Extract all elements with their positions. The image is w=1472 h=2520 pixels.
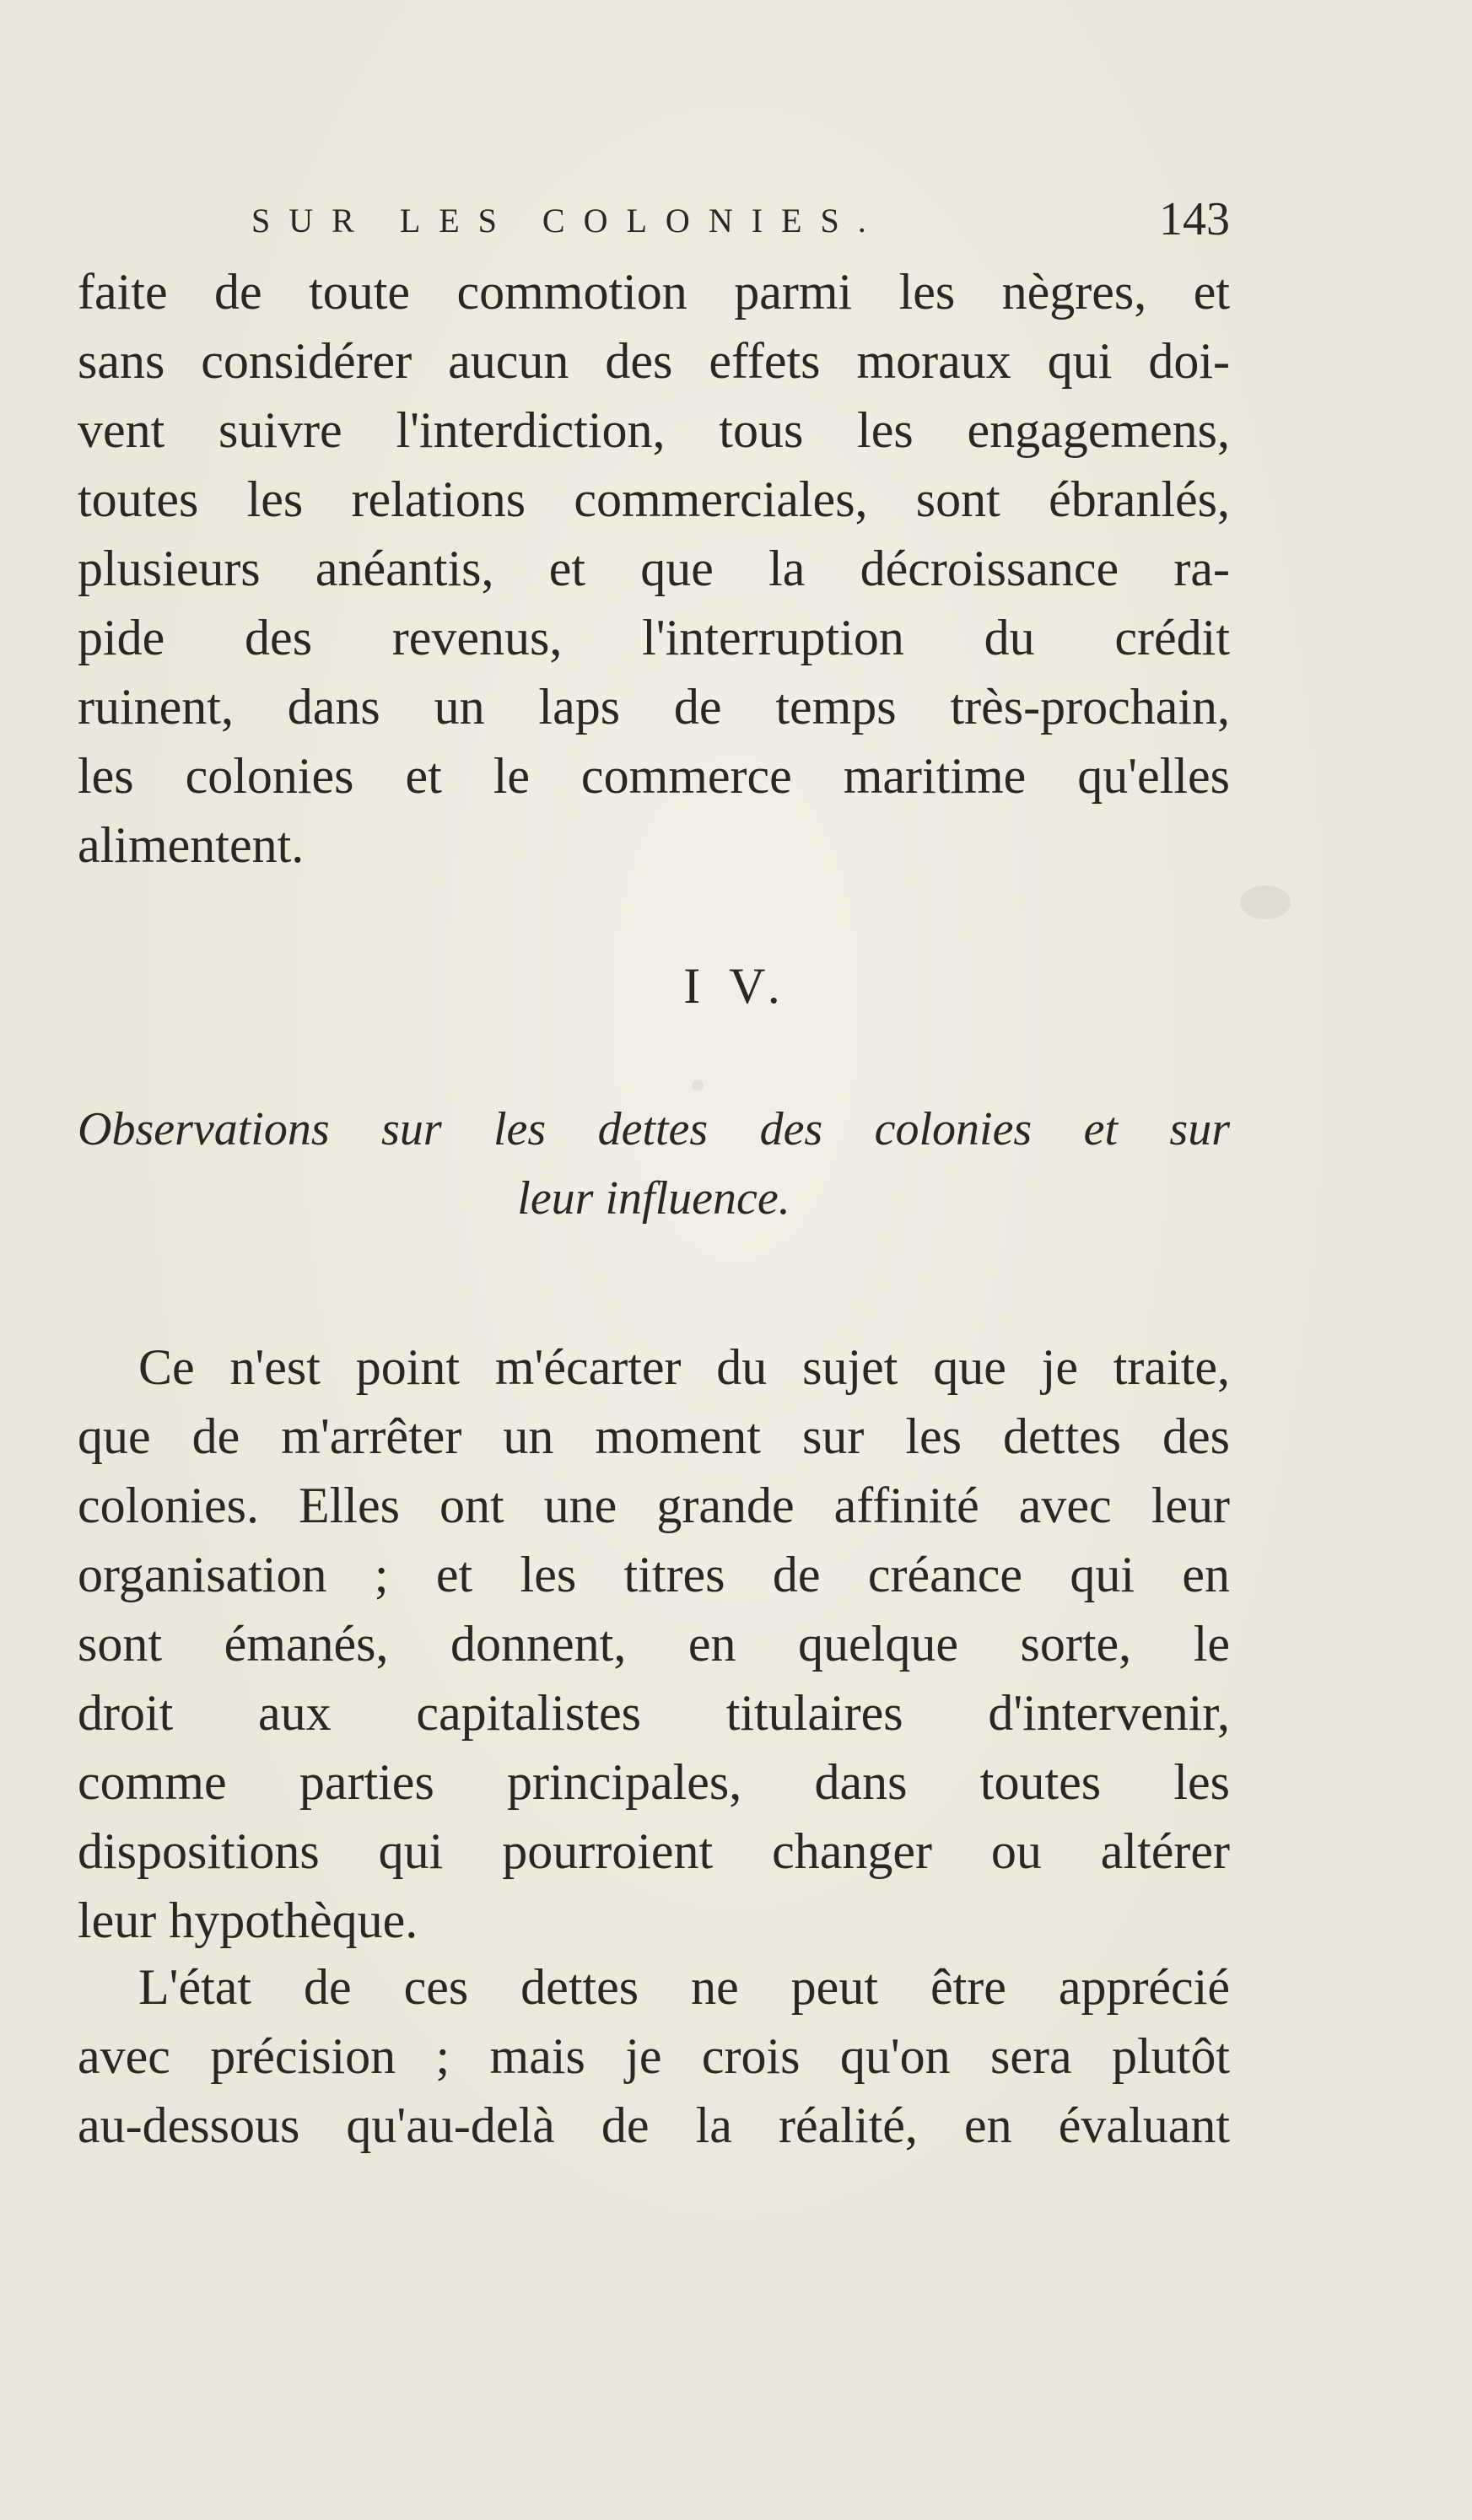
text-line: L'état de ces dettes ne peut être apprécié xyxy=(138,1959,1230,2015)
section-number: I V. xyxy=(683,958,789,1014)
paragraph-3 xyxy=(78,1952,1230,2160)
paper-stain xyxy=(1240,886,1291,919)
text-line: colonies. Elles ont une grande affinité avec leur xyxy=(78,1478,1230,1533)
text-line: vent suivre l'interdiction, tous les engagemens, xyxy=(78,402,1230,458)
text-line: dispositions qui pourroient changer ou altérer xyxy=(78,1823,1230,1879)
section-title-line: Observations sur les dettes des colonies et sur xyxy=(78,1103,1230,1155)
text-line: ruinent, dans un laps de temps très-prochain, xyxy=(78,679,1230,735)
text-line: droit aux capitalistes titulaires d'intervenir, xyxy=(78,1685,1230,1741)
running-title: SUR LES COLONIES. xyxy=(251,202,885,240)
text-line: comme parties principales, dans toutes les xyxy=(78,1754,1230,1810)
text-line: alimentent. xyxy=(78,817,305,873)
text-line: Ce n'est point m'écarter du sujet que je traite, xyxy=(138,1339,1230,1395)
text-line: avec précision ; mais je crois qu'on sera plutôt xyxy=(78,2028,1230,2084)
text-line: au-dessous qu'au-delà de la réalité, en évaluant xyxy=(78,2097,1230,2153)
text-line: sans considérer aucun des effets moraux qui doi- xyxy=(78,333,1230,389)
text-line: plusieurs anéantis, et que la décroissance ra- xyxy=(78,541,1230,596)
paragraph-2 xyxy=(78,1333,1230,1955)
text-line: que de m'arrêter un moment sur les dettes des xyxy=(78,1408,1230,1464)
section-title xyxy=(78,1095,1230,1233)
running-head xyxy=(251,192,1230,260)
text-line: les colonies et le commerce maritime qu'elles xyxy=(78,748,1230,804)
paper-speck xyxy=(692,1080,704,1091)
section-title-line: leur influence. xyxy=(517,1172,790,1225)
text-line: leur hypothèque. xyxy=(78,1893,418,1948)
text-line: sont émanés, donnent, en quelque sorte, le xyxy=(78,1616,1230,1672)
text-line: toutes les relations commerciales, sont ébranlés, xyxy=(78,471,1230,527)
text-line: organisation ; et les titres de créance qui en xyxy=(78,1547,1230,1602)
paragraph-1 xyxy=(78,257,1230,880)
text-line: faite de toute commotion parmi les nègres, et xyxy=(78,264,1230,320)
text-line: pide des revenus, l'interruption du crédit xyxy=(78,610,1230,665)
page-number: 143 xyxy=(1159,193,1230,245)
